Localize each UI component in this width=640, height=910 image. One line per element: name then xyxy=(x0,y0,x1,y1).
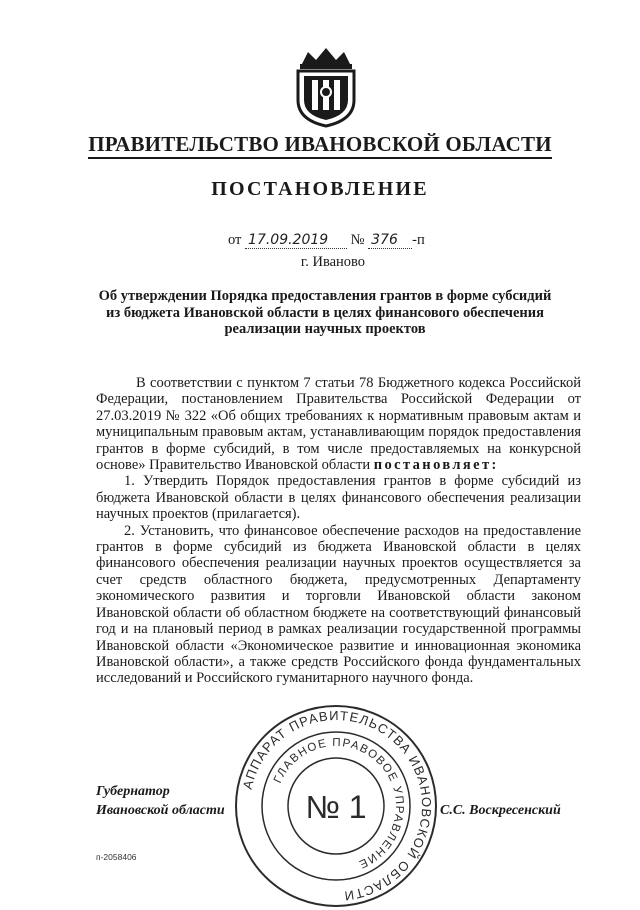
from-label: от xyxy=(228,232,242,248)
stamp-number: № 1 xyxy=(305,789,367,825)
city: г. Иваново xyxy=(300,254,366,270)
document-body xyxy=(96,375,581,687)
preamble-text: В соответствии с пунктом 7 статьи 78 Бюджетного кодекса Российской Федерации, постановлением Правительства Российской Федерации от 27.03.2019 № 322 «Об общих требованиях к нормативным правовым актам и муниципальным правовым актам, устанавливающим порядок предоставления грантов в форме субсидий, в том числе предоставляемых на конкурсной основе» Правительство Ивановской области xyxy=(96,375,581,474)
signatory-name: С.С. Воскресенский xyxy=(440,803,561,818)
date-number-line xyxy=(228,232,425,249)
document-number: 376 xyxy=(368,232,412,249)
number-suffix: -п xyxy=(412,232,425,248)
signatory-title-line1: Губернатор xyxy=(96,784,170,799)
stamp-ring-text: АППАРАТ ПРАВИТЕЛЬСТВА ИВАНОВСКОЙ ОБЛАСТИ xyxy=(239,707,435,904)
stamp-inner-text: ГЛАВНОЕ ПРАВОВОЕ УПРАВЛЕНИЕ xyxy=(271,736,406,871)
document-subject: Об утверждении Порядка предоставления грантов в форме субсидий из бюджета Ивановской области в целях финансового обеспечения реализации научных проектов xyxy=(98,288,552,337)
document-date: 17.09.2019 xyxy=(245,232,347,249)
organization-title xyxy=(0,132,640,157)
organization-name: ПРАВИТЕЛЬСТВО ИВАНОВСКОЙ ОБЛАСТИ xyxy=(88,132,552,159)
coat-of-arms-icon xyxy=(290,46,362,128)
registration-number: п-2058406 xyxy=(96,852,137,862)
item-2: 2. Установить, что финансовое обеспечение расходов на предоставление грантов в форме субсидий из бюджета Ивановской области в целях финансового обеспечения реализации научных проектов осуществляется за счет средств областного бюджета, предусмотренных Департаменту экономического развития и торговли Ивановской области законом Ивановской области об областном бюджете на соответствующий финансовый год и на плановый период в рамках реализации государственной программы Ивановской области «Экономическое развитие и инновационная экономика Ивановской области», а также средств Российского фонда фундаментальных исследований и Российского гуманитарного научного фонда. xyxy=(96,522,581,687)
decree-word: постановляет: xyxy=(373,457,499,474)
number-sign: № xyxy=(350,232,365,248)
item-1: 1. Утвердить Порядок предоставления грантов в форме субсидий из бюджета Ивановской области в целях финансового обеспечения реализации научных проектов (прилагается). xyxy=(96,473,581,523)
signatory-title xyxy=(96,782,225,820)
document-type: ПОСТАНОВЛЕНИЕ xyxy=(211,178,429,200)
preamble-paragraph xyxy=(96,375,581,473)
official-stamp xyxy=(232,702,440,910)
signatory-title-line2: Ивановской области xyxy=(96,803,225,818)
